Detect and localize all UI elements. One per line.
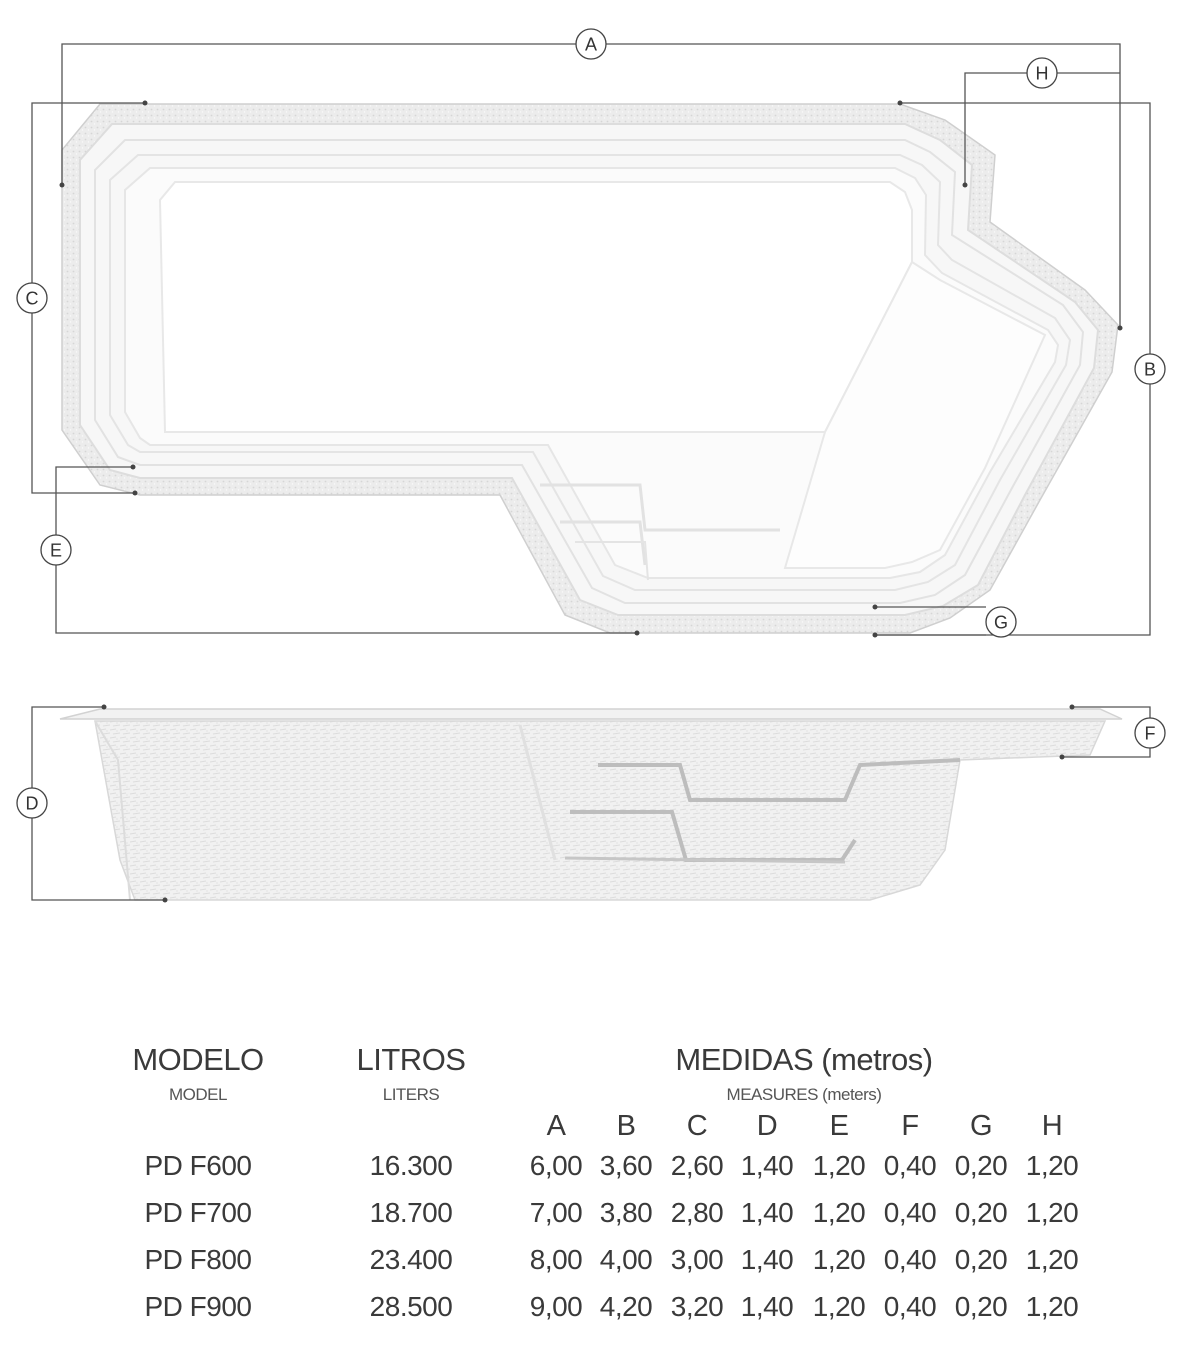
measure-cell-a: 6,00 bbox=[529, 1150, 583, 1181]
liters-header: LITROS bbox=[356, 1042, 466, 1077]
column-header-h: H bbox=[1041, 1110, 1063, 1142]
measure-cell-d: 1,40 bbox=[740, 1197, 794, 1228]
measure-cell-f: 0,40 bbox=[883, 1244, 937, 1275]
dimension-label-d bbox=[17, 788, 47, 818]
dimension-label-g bbox=[986, 607, 1016, 637]
liters-cell: 16.300 bbox=[369, 1150, 453, 1181]
measure-cell-a: 8,00 bbox=[529, 1244, 583, 1275]
measure-cell-c: 3,20 bbox=[670, 1291, 724, 1322]
dimension-label-h bbox=[1027, 58, 1057, 88]
column-header-b: B bbox=[616, 1110, 636, 1142]
measure-cell-h: 1,20 bbox=[1025, 1197, 1079, 1228]
svg-text:D: D bbox=[25, 793, 39, 814]
model-cell: PD F700 bbox=[144, 1197, 252, 1228]
measure-cell-b: 3,80 bbox=[599, 1197, 653, 1228]
column-header-a: A bbox=[546, 1110, 566, 1142]
model-header: MODELO bbox=[132, 1042, 264, 1077]
measure-cell-f: 0,40 bbox=[883, 1150, 937, 1181]
svg-text:A: A bbox=[584, 34, 598, 55]
model-cell: PD F600 bbox=[144, 1150, 252, 1181]
pool-top-view bbox=[62, 104, 1118, 633]
svg-text:B: B bbox=[1143, 359, 1157, 380]
svg-text:G: G bbox=[993, 612, 1009, 633]
dimension-label-e bbox=[41, 535, 71, 565]
column-header-e: E bbox=[829, 1110, 849, 1142]
liters-cell: 18.700 bbox=[369, 1197, 453, 1228]
svg-text:C: C bbox=[25, 288, 39, 309]
measure-cell-d: 1,40 bbox=[740, 1150, 794, 1181]
measure-cell-g: 0,20 bbox=[954, 1197, 1008, 1228]
measure-cell-e: 1,20 bbox=[812, 1197, 866, 1228]
model-cell: PD F900 bbox=[144, 1291, 252, 1322]
measure-cell-g: 0,20 bbox=[954, 1291, 1008, 1322]
measure-cell-c: 3,00 bbox=[670, 1244, 724, 1275]
measure-cell-e: 1,20 bbox=[812, 1291, 866, 1322]
dimension-label-a bbox=[576, 29, 606, 59]
measure-cell-g: 0,20 bbox=[954, 1244, 1008, 1275]
dimension-label-c bbox=[17, 283, 47, 313]
dimension-label-b bbox=[1135, 354, 1165, 384]
measure-cell-b: 4,00 bbox=[599, 1244, 653, 1275]
liters-cell: 28.500 bbox=[369, 1291, 453, 1322]
measure-cell-e: 1,20 bbox=[812, 1150, 866, 1181]
measure-cell-h: 1,20 bbox=[1025, 1244, 1079, 1275]
measures-header: MEDIDAS (metros) bbox=[675, 1042, 933, 1077]
measure-cell-g: 0,20 bbox=[954, 1150, 1008, 1181]
measure-cell-f: 0,40 bbox=[883, 1197, 937, 1228]
svg-text:E: E bbox=[49, 540, 63, 561]
measures-subheader: MEASURES (meters) bbox=[726, 1085, 882, 1104]
pool-side-view bbox=[60, 709, 1122, 900]
svg-text:H: H bbox=[1035, 63, 1049, 84]
column-header-c: C bbox=[686, 1110, 708, 1142]
measure-cell-d: 1,40 bbox=[740, 1244, 794, 1275]
measure-cell-c: 2,60 bbox=[670, 1150, 724, 1181]
column-header-d: D bbox=[756, 1110, 778, 1142]
column-header-g: G bbox=[969, 1110, 993, 1142]
measure-cell-c: 2,80 bbox=[670, 1197, 724, 1228]
measure-cell-b: 3,60 bbox=[599, 1150, 653, 1181]
liters-subheader: LITERS bbox=[382, 1085, 440, 1104]
svg-text:F: F bbox=[1144, 723, 1156, 744]
measure-cell-b: 4,20 bbox=[599, 1291, 653, 1322]
measure-cell-h: 1,20 bbox=[1025, 1150, 1079, 1181]
measure-cell-d: 1,40 bbox=[740, 1291, 794, 1322]
column-header-f: F bbox=[901, 1110, 919, 1142]
measure-cell-e: 1,20 bbox=[812, 1244, 866, 1275]
dimension-label-f bbox=[1135, 718, 1165, 748]
model-cell: PD F800 bbox=[144, 1244, 252, 1275]
measure-cell-f: 0,40 bbox=[883, 1291, 937, 1322]
model-subheader: MODEL bbox=[169, 1085, 227, 1104]
liters-cell: 23.400 bbox=[369, 1244, 453, 1275]
measure-cell-a: 7,00 bbox=[529, 1197, 583, 1228]
measure-cell-h: 1,20 bbox=[1025, 1291, 1079, 1322]
measure-cell-a: 9,00 bbox=[529, 1291, 583, 1322]
